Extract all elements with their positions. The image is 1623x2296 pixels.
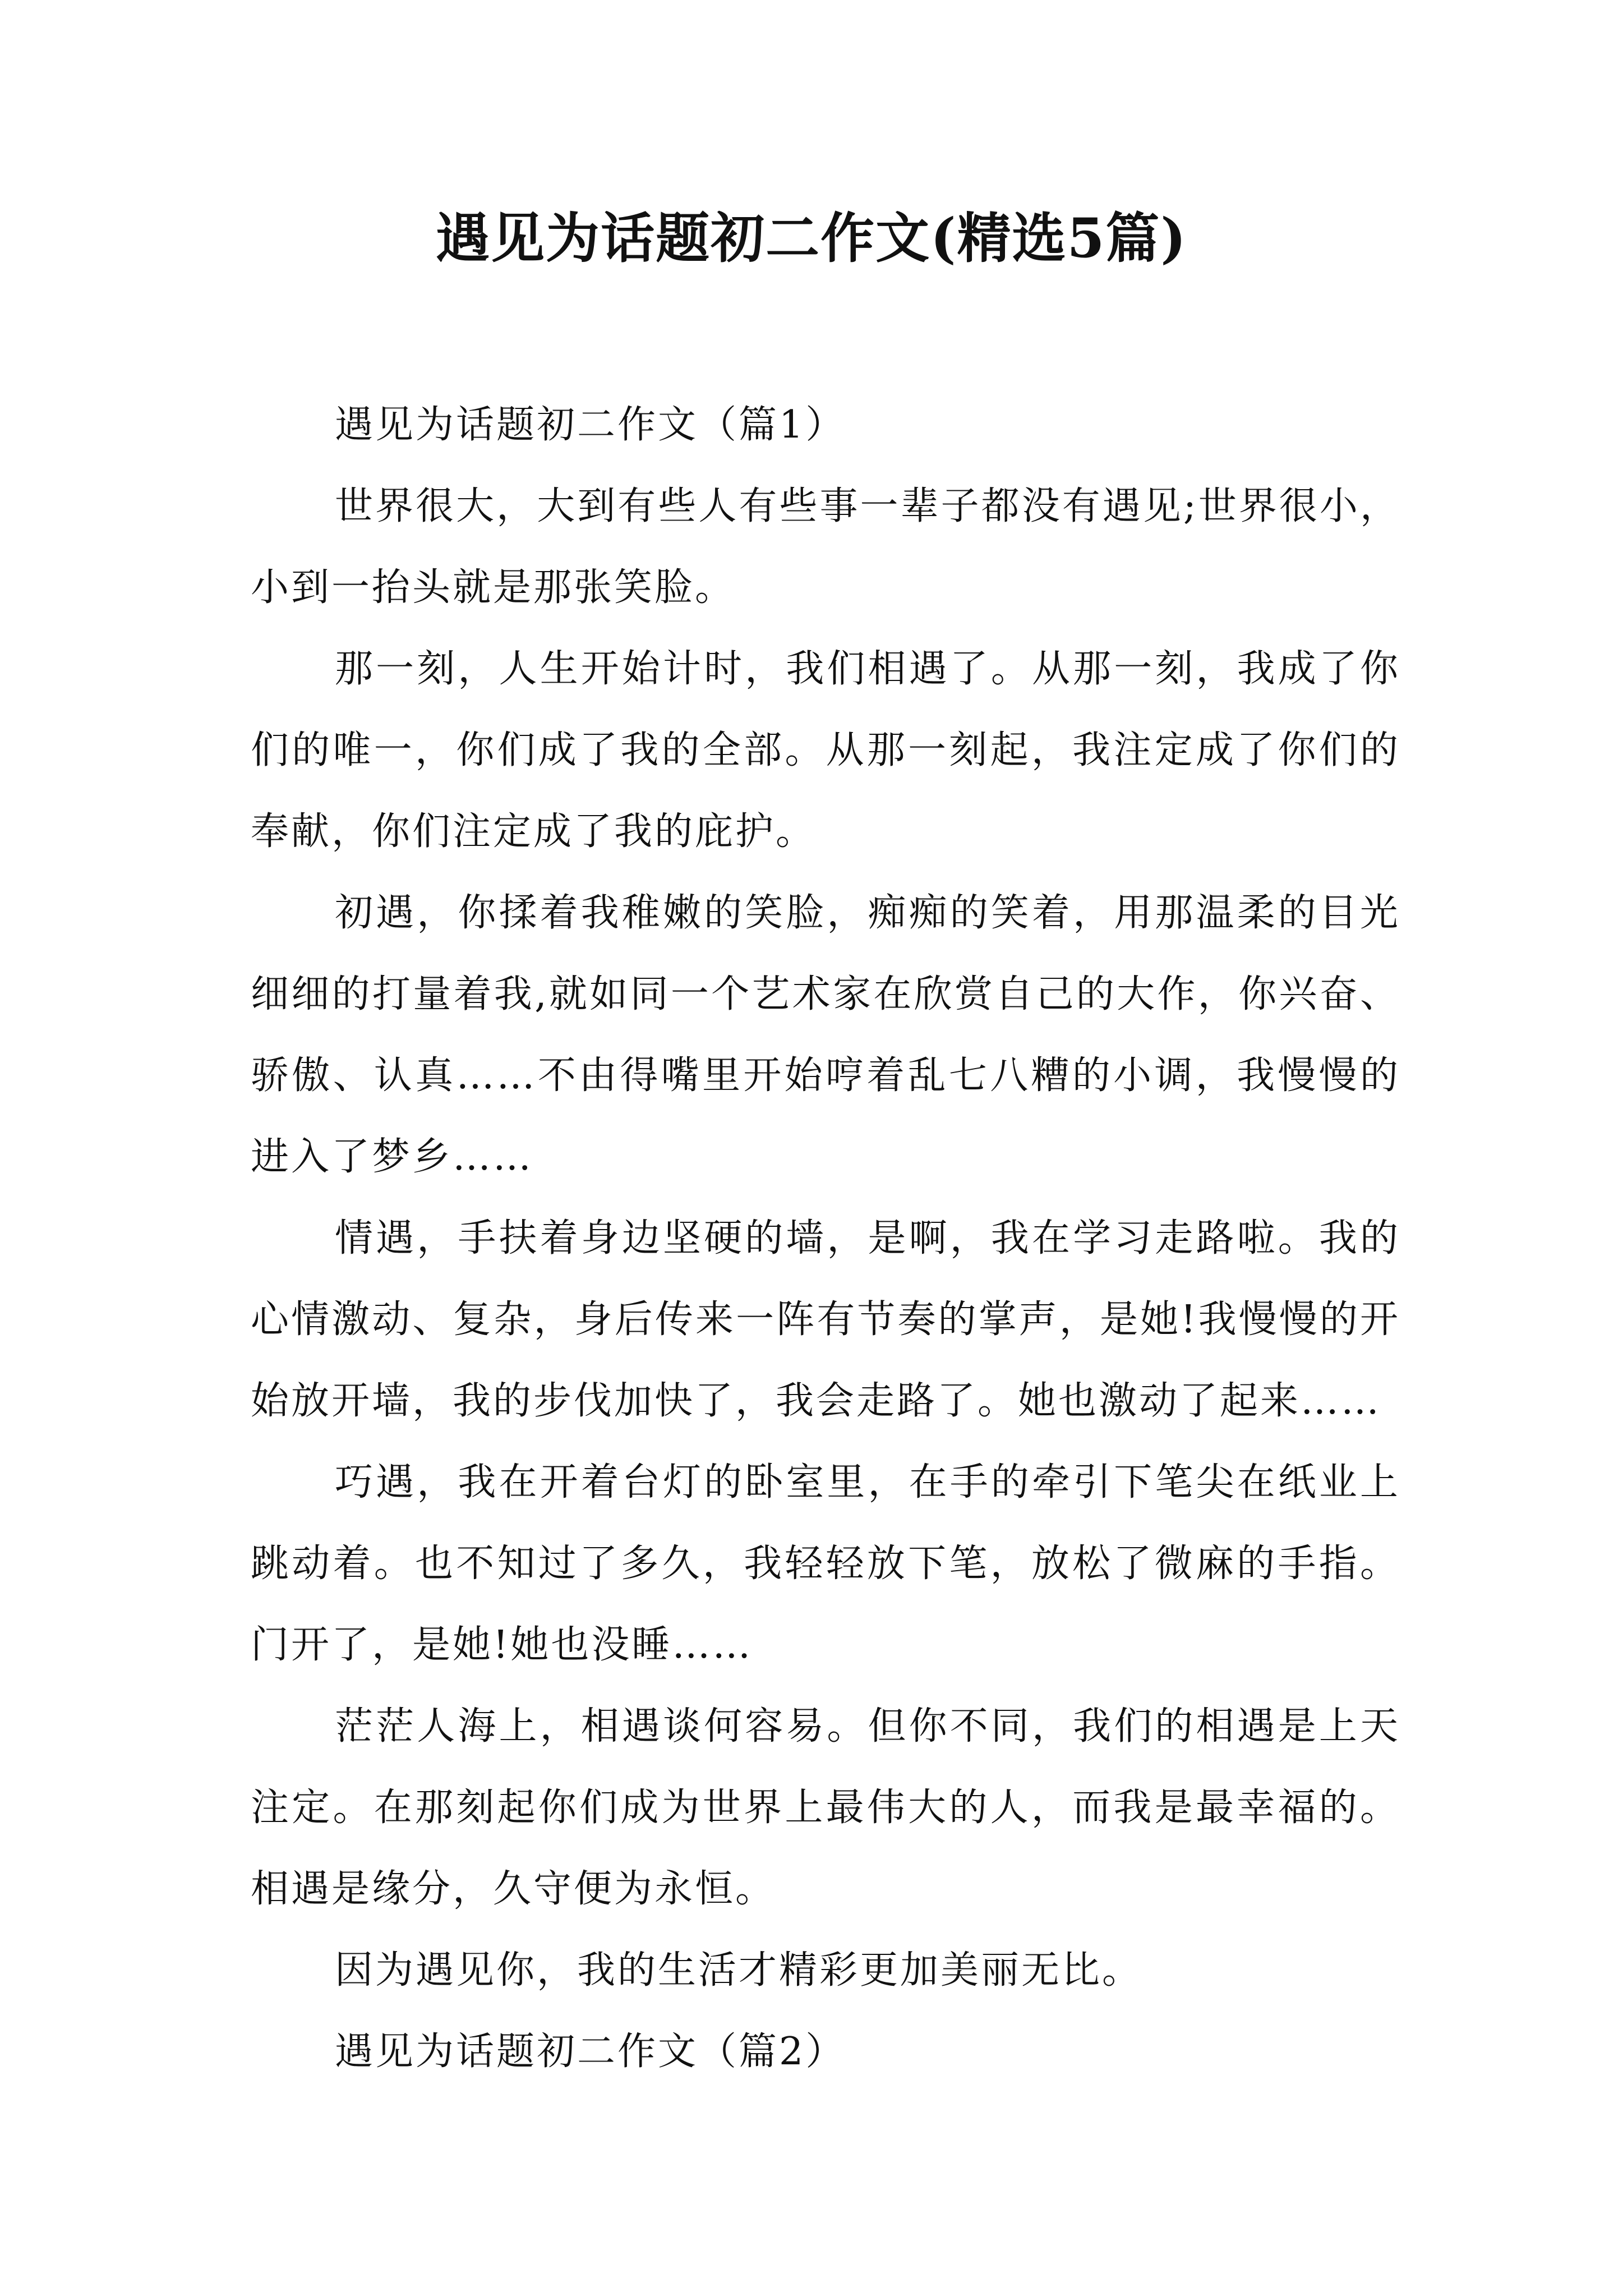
body-paragraph: 初遇，你揉着我稚嫩的笑脸，痴痴的笑着，用那温柔的目光细细的打量着我,就如同一个艺术家在欣赏自己的大作，你兴奋、骄傲、认真……不由得嘴里开始哼着乱七八糟的小调，我慢慢的进入了梦乡…… bbox=[251, 891, 1400, 1179]
body-paragraph: 因为遇见你，我的生活才精彩更加美丽无比。 bbox=[335, 1948, 1143, 1993]
body-paragraph: 情遇，手扶着身边坚硬的墙，是啊，我在学习走路啦。我的心情激动、复杂，身后传来一阵有节奏的掌声，是她!我慢慢的开始放开墙，我的步伐加快了，我会走路了。她也激动了起来…… bbox=[251, 1216, 1400, 1423]
document-title: 遇见为话题初二作文(精选5篇) bbox=[436, 206, 1187, 270]
document-body bbox=[251, 384, 1400, 2092]
body-paragraph: 巧遇，我在开着台灯的卧室里，在手的牵引下笔尖在纸业上跳动着。也不知过了多久，我轻轻放下笔，放松了微麻的手指。门开了，是她!她也没睡…… bbox=[251, 1460, 1400, 1667]
section-heading: 遇见为话题初二作文（篇1） bbox=[335, 403, 846, 447]
section-heading: 遇见为话题初二作文（篇2） bbox=[335, 2030, 846, 2074]
body-paragraph: 茫茫人海上，相遇谈何容易。但你不同，我们的相遇是上天注定。在那刻起你们成为世界上最伟大的人，而我是最幸福的。相遇是缘分，久守便为永恒。 bbox=[251, 1704, 1400, 1911]
body-paragraph: 世界很大，大到有些人有些事一辈子都没有遇见;世界很小，小到一抬头就是那张笑脸。 bbox=[251, 484, 1400, 610]
body-paragraph: 那一刻，人生开始计时，我们相遇了。从那一刻，我成了你们的唯一，你们成了我的全部。从那一刻起，我注定成了你们的奉献，你们注定成了我的庇护。 bbox=[251, 647, 1400, 854]
